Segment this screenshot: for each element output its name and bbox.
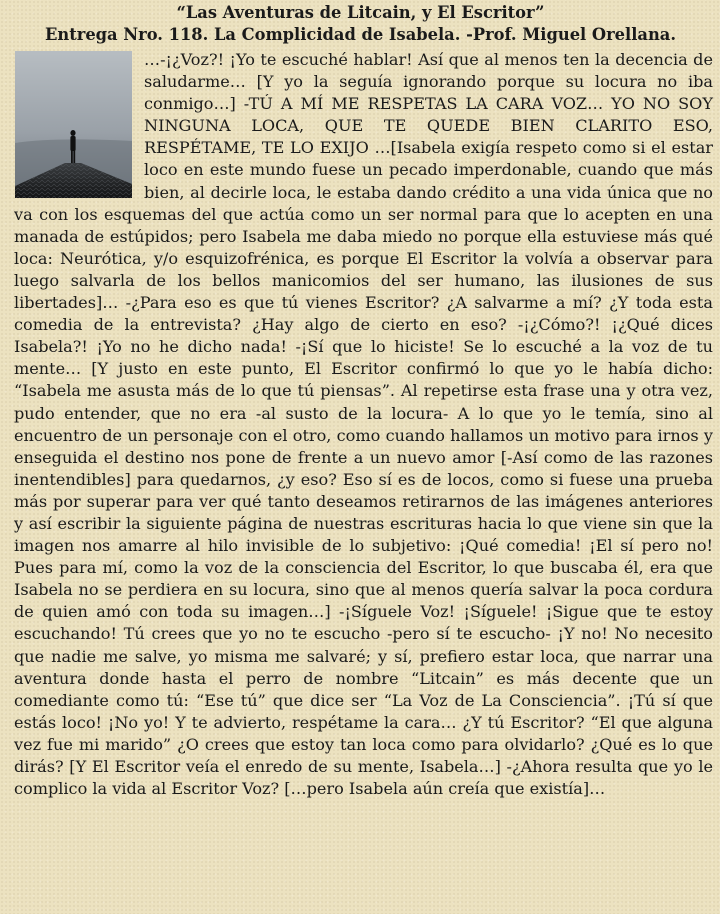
photo-figure-on-pier-icon [15,51,132,198]
article-text: …-¡¿Voz?! ¡Yo te escuché hablar! Así que al menos ten la decencia de saludarme… [Y yo la seguía ignorando porque su locura no iba conmigo…] -TÚ A MÍ ME RESPETAS LA CARA VOZ… YO NO SOY NINGUNA LOCA, QUE TE QUEDE BIEN CLARITO ESO, RESPÉTAME, TE LO EXIJO …[Isabela exigía respeto como si el estar loco en este mundo fuese un pecado imperdonable, cuando que más bien, al decirle loca, le estaba dando crédito a una vida única que no va con los esquemas del que actúa como un ser normal para que lo acepten en una manada de estúpidos; pero Isabela me daba miedo no porque ella estuviese más qué loca: Neurótica, y/o esquizofrénica, es porque El Escritor la volvía a observar para luego salvarla de los bellos manicomios del ser humano, las ilusiones de sus libertades]… -¿Para eso es que tú vienes Escritor? ¿A salvarme a mí? ¿Y toda esta comedia de la entrevista? ¿Hay algo de cierto en eso? -¡¿Cómo?! ¡¿Qué dices Isabela?! ¡Yo no he dicho nada! -¡Sí que lo hiciste! Se lo escuché a la voz de tu mente… [Y justo en este punto, El Escritor confirmó lo que yo le había dicho: “Isabela me asusta más de lo que tú piensas”. Al repetirse esta frase una y otra vez, pudo entender, que no era -al susto de la locura- A lo que yo le temía, sino al encuentro de un personaje con el otro, como cuando hallamos un motivo para irnos y enseguida el destino nos pone de frente a un nuevo amor [-Así como de las razones inentendibles] para quedarnos, ¿y eso? Eso sí es de locos, como si fuese una prueba más por superar para ver qué tanto deseamos retirarnos de las imágenes anteriores y así escribir la siguiente página de nuestras escrituras hacia lo que viene sin que la imagen nos amarre al hilo invisible de lo subjetivo: ¡Qué comedia! ¡El sí pero no! Pues para mí, como la voz de la consciencia del Escritor, lo que buscaba él, era que Isabela no se perdiera en su locura, sino que al menos quería salvar la poca cordura de quien amó con toda su imagen…] -¡Síguele Voz! ¡Síguele! ¡Sigue que te estoy escuchando! Tú crees que yo no te escucho -pero sí te escucho- ¡Y no! No necesito que nadie me salve, yo misma me salvaré; y sí, prefiero estar loca, que narrar una aventura donde hasta el perro de nombre “Litcain” es más decente que un comediante como tú: “Ese tú” que dice ser “La Voz de La Consciencia”. ¡Tú sí que estás loco! ¡No yo! Y te advierto, respétame la cara… ¿Y tú Escritor? “El que alguna vez fue mi marido” ¿O crees que estoy tan loca como para olvidarlo? ¿Qué es lo que dirás? [Y El Escritor veía el enredo de su mente, Isabela…] -¿Ahora resulta que yo le complico la vida al Escritor Voz? […pero Isabela aún creía que existía]… [14,50,713,799]
article-body [14,49,713,800]
story-title: “Las Aventuras de Litcain, y El Escritor” [176,3,545,22]
installment-subtitle: Entrega Nro. 118. La Complicidad de Isabela. -Prof. Miguel Orellana. [44,25,677,44]
